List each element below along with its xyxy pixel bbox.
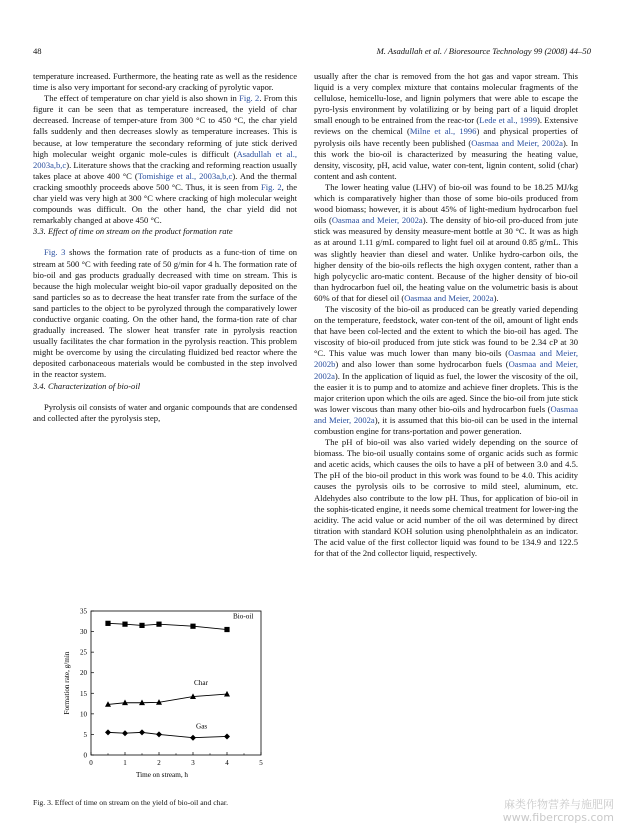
paragraph: temperature increased. Furthermore, the heating rate as well as the residence time is also very important for second-ary cracking of pyrolytic vapor. bbox=[33, 71, 297, 93]
watermark bbox=[503, 798, 614, 824]
data-point-diamond bbox=[224, 733, 230, 739]
x-tick-label: 5 bbox=[259, 759, 263, 767]
citation-link[interactable]: Oasmaa and Meier, 2002a bbox=[331, 215, 423, 226]
section-heading: 3.4. Characterization of bio-oil bbox=[33, 380, 141, 391]
citation-link[interactable]: Milne et al., 1996 bbox=[409, 126, 477, 137]
y-tick-label: 5 bbox=[83, 730, 87, 739]
watermark-line: www.fibercrops.com bbox=[502, 811, 614, 824]
citation-link[interactable]: Asadullah et al., 2003a,b,c bbox=[33, 148, 297, 170]
citation-link[interactable]: Oasmaa and Meier, 2002a bbox=[404, 292, 494, 303]
watermark-line: 麻类作物营养与施肥网 bbox=[504, 798, 614, 811]
x-tick-label: 4 bbox=[225, 759, 229, 767]
running-head: M. Asadullah et al. / Bioresource Technology 99 (2008) 44–50 bbox=[376, 46, 591, 56]
page-number: 48 bbox=[33, 46, 42, 56]
data-point-square bbox=[156, 622, 161, 627]
y-tick-label: 30 bbox=[80, 628, 87, 637]
data-point-diamond bbox=[156, 731, 162, 737]
series-label: Gas bbox=[196, 722, 208, 731]
running-header bbox=[33, 46, 591, 58]
paragraph: The effect of temperature on char yield is also shown in Fig. 2. From this figure it can be seen that as temperature increased, the yield of char decreased. Increase of temper-ature from 300 °C to 450 °C, the char yield falls suddenly and then decreases slowly as temperature increases. This is because, at low temperature the secondary reforming of jute stick derived high molecular weight organic mole-cules is difficult (Asadullah et al., 2003a,b,c). Literature shows that the cracking and reforming reaction usually takes place at above 400 °C (Tomishige et al., 2003a,b,c). And the thermal cracking smoothly proceeds above 500 °C. Thus, it is seen from Fig. 2, the char yield was very high at 300 °C where cracking of high molecular weight compounds was difficult. On the other hand, the char yield did not remarkably changed at above 450 °C. bbox=[33, 93, 298, 226]
data-point-diamond bbox=[190, 735, 196, 741]
data-point-square bbox=[190, 624, 195, 629]
citation-link[interactable]: Oasmaa and Meier, 2002b bbox=[314, 348, 578, 370]
data-point-square bbox=[139, 623, 144, 628]
citation-link[interactable]: Tomishige et al., 2003a,b,c bbox=[137, 170, 233, 181]
figure-link[interactable]: Fig. 2 bbox=[261, 181, 282, 192]
y-tick-label: 25 bbox=[80, 648, 87, 657]
data-point-diamond bbox=[105, 729, 111, 735]
figure-caption: Fig. 3. Effect of time on stream on the yield of bio-oil and char. bbox=[33, 798, 228, 807]
paragraph: usually after the char is removed from the hot gas and vapor stream. This liquid is a very complex mixture that contains molecular fragments of the cellulose, hemicellu-lose, and lignin polymers that were able to escape the pyro-lysis environment by volatilizing or by being part of a liquid droplet small enough to be entrained from the reac-tor (Lede et al., 1999). Extensive reviews on the chemical (Milne et al., 1996) and physical properties of pyrolysis oils have recently been published (Oasmaa and Meier, 2002a). In this work the bio-oil is characterized by measuring the heating value, density, viscosity, pH, acid value, water con-tent, lignin content, solid (char) content and ash content. bbox=[314, 71, 578, 181]
y-axis-label: Formation rate, g/min bbox=[63, 651, 71, 715]
section-heading: 3.3. Effect of time on stream on the product formation rate bbox=[33, 226, 233, 237]
figure-3 bbox=[33, 603, 297, 789]
plot-frame bbox=[91, 611, 261, 755]
paragraph: The lower heating value (LHV) of bio-oil was found to be 18.25 MJ/kg which is comparatively higher than those of some bio-oils produced from wood biomass; however, it is about 45% of light-medium hydrocarbon fuel oils (Oasmaa and Meier, 2002a). The density of bio-oil pro-duced from jute stick was measured by density measure-ment bottle at 30 °C. It was as high as at around 1.11 g/mL compared to light fuel oil at around 0.85 g/mL. This was slightly heavier than diesel and water. Unlike hydro-carbon oils, the higher density of the bio-oils reflects the high oxygen content, rather than a high polycyclic aro-matic content. Because of the higher density of bio-oil than hydrocarbon fuel oil, the heating value on the volumetric basis is about 60% of that for diesel oil (Oasmaa and Meier, 2002a). bbox=[314, 181, 579, 303]
citation-link[interactable]: Oasmaa and Meier, 2002a bbox=[471, 137, 563, 148]
x-tick-label: 3 bbox=[191, 759, 195, 767]
figure-link[interactable]: Fig. 3 bbox=[44, 247, 66, 258]
right-column bbox=[314, 71, 578, 559]
x-tick-label: 2 bbox=[157, 759, 161, 767]
paragraph: Pyrolysis oil consists of water and organic compounds that are condensed and collected after the pyrolysis step, bbox=[33, 401, 297, 423]
paragraph: The viscosity of the bio-oil as produced can be greatly varied depending on the temperature, feedstock, water con-tent of the oil, amount of light ends that have been col-lected and the extent to which the bio-oil has aged. The viscosity of bio-oil produced from jute stick was found to be 2.34 cP at 30 °C. This value was much lower than many bio-oils (Oasmaa and Meier, 2002b) and also lower than some hydrocarbon fuels (Oasmaa and Meier, 2002a). In the application of liquid as fuel, the lower the viscosity of the oil, the easier it is to pump and to atomize and achieve finer droplets. This is the major criterion upon which the oils are aged. Since the bio-oil from jute stick was lower viscous than many other bio-oils and hydrocarbon fuels (Oasmaa and Meier, 2002a), it is assumed that this bio-oil can be used in the internal combustion engine for trans-portation and power generation. bbox=[314, 303, 579, 436]
y-tick-label: 0 bbox=[83, 751, 87, 760]
x-tick-label: 1 bbox=[123, 759, 127, 767]
left-column bbox=[33, 71, 297, 424]
figure-link[interactable]: Fig. 2 bbox=[239, 93, 260, 104]
data-point-diamond bbox=[139, 729, 145, 735]
y-tick-label: 20 bbox=[80, 669, 87, 678]
series-label: Bio-oil bbox=[233, 612, 254, 621]
x-tick-label: 0 bbox=[89, 759, 93, 767]
series-label: Char bbox=[194, 679, 208, 688]
citation-link[interactable]: Oasmaa and Meier, 2002a bbox=[314, 403, 578, 425]
paragraph: The pH of bio-oil was also varied widely depending on the source of biomass. The bio-oil usually contains some of organic acids such as formic and acetic acids, which causes the oils to have a pH of between 3.0 and 4.5. The pH of the bio-oil product in this work was found to be 4.0. This acidity causes the pyrolysis oils to be corrosive to mild steel, aluminum, etc. Aldehydes also contribute to the low pH. Thus, for application of bio-oil in the sophis-ticated engine, it needs some chemical treatment for lower-ing the acidity. The acid value or acid number of the oil was determined by direct titration with standard KOH solution using phenolphthalein as an indicator. The acid value of the first collector liquid was found to be 134.9 and 122.5 for that of the 2nd collector liquid, respectively. bbox=[314, 437, 578, 559]
line-chart bbox=[33, 603, 297, 789]
y-tick-label: 10 bbox=[80, 710, 87, 719]
y-tick-label: 15 bbox=[80, 689, 87, 698]
data-point-diamond bbox=[122, 730, 128, 736]
data-point-square bbox=[105, 621, 110, 626]
x-axis-label: Time on stream, h bbox=[135, 771, 189, 779]
citation-link[interactable]: Oasmaa and Meier, 2002a bbox=[314, 359, 579, 381]
data-point-square bbox=[122, 622, 127, 627]
data-point-square bbox=[224, 627, 229, 632]
data-point-triangle bbox=[224, 691, 230, 697]
paragraph: Fig. 3 shows the formation rate of products as a func-tion of time on stream at 500 °C with feeding rate of 50 g/min for 4 h. The formation rate of bio-oil and gas products gradually decreased with time on stream. This is because the high molecular weight bio-oil vapor gradually deposited on the sand particles so as to decrease the heat transfer rate from the surface of the sand particles to the object to be pyrolyzed through the comparatively lower conductive organic coating. On the other hand, the forma-tion rate of char gradually increased. The slower heat transfer rate in pyrolysis reaction usually facilitates the char formation in the pyrolysis reaction. This problem might be overcome by using the circulating fluidized bed reactor where the deposited carbonaceous materials would be combusted in the step involved in the reactor system. bbox=[33, 247, 297, 380]
citation-link[interactable]: Lede et al., 1999 bbox=[479, 115, 537, 126]
y-tick-label: 35 bbox=[80, 607, 87, 616]
